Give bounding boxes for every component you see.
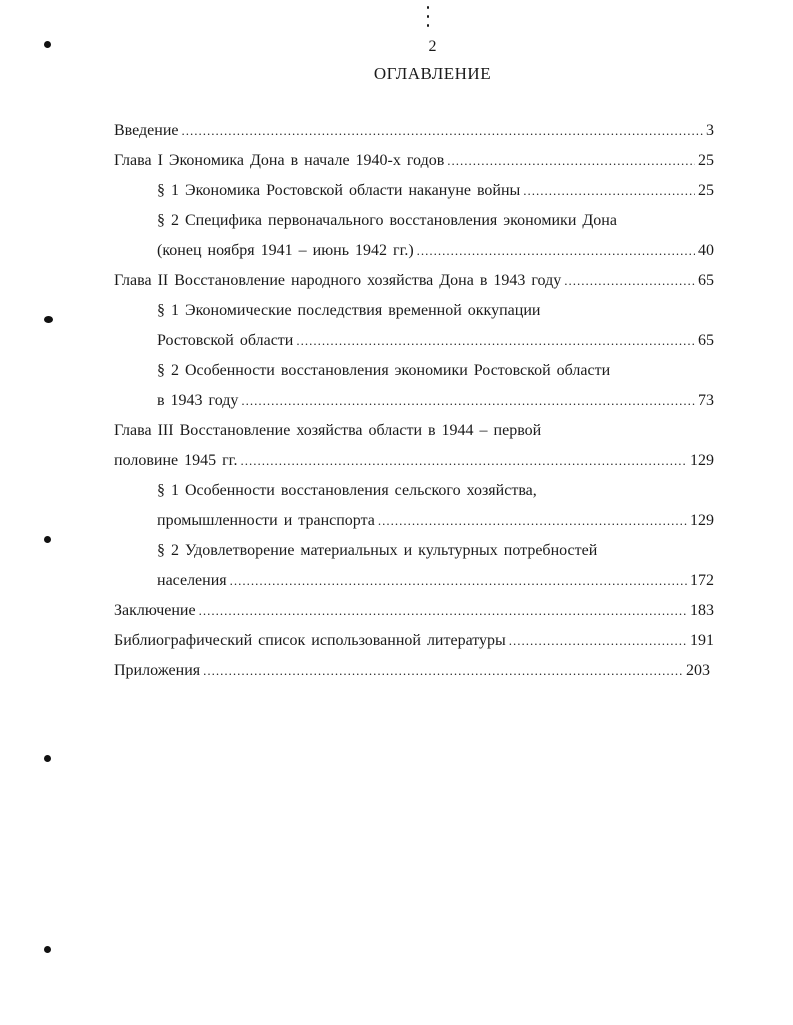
toc-entry-page: 25 bbox=[698, 182, 714, 199]
toc-entry bbox=[114, 632, 714, 658]
toc-entry-page: 65 bbox=[698, 332, 714, 349]
toc-entry bbox=[114, 452, 714, 478]
toc-entry-text: (конец ноября 1941 – июнь 1942 гг.) bbox=[157, 242, 414, 259]
toc-entry bbox=[157, 242, 714, 268]
leader-dots bbox=[203, 663, 683, 679]
leader-dots bbox=[241, 393, 695, 409]
toc-entry-text: Глава II Восстановление народного хозяйства Дона в 1943 году bbox=[114, 272, 562, 289]
leader-dots bbox=[417, 243, 695, 259]
toc-entry bbox=[114, 272, 714, 298]
toc-entry-text: Библиографический список использованной литературы bbox=[114, 632, 506, 649]
scan-speck bbox=[44, 316, 53, 323]
toc-entry-text: Глава I Экономика Дона в начале 1940-х годов bbox=[114, 152, 445, 169]
toc-entry-page: 172 bbox=[690, 572, 714, 589]
toc-entry-text: § 2 Специфика первоначального восстановления экономики Дона bbox=[157, 212, 617, 229]
scan-speck bbox=[44, 946, 51, 953]
toc-entry bbox=[157, 302, 714, 328]
scan-speck bbox=[44, 536, 51, 543]
toc-entry-text: Глава III Восстановление хозяйства области в 1944 – первой bbox=[114, 422, 542, 439]
toc-entry bbox=[114, 662, 710, 688]
toc-entry-text: промышленности и транспорта bbox=[157, 512, 375, 529]
toc-entry-page: 25 bbox=[698, 152, 714, 169]
toc-entry-text: Приложения bbox=[114, 662, 201, 679]
toc-entry bbox=[157, 512, 714, 538]
toc-entry-text: Введение bbox=[114, 122, 179, 139]
toc-entry bbox=[157, 332, 714, 358]
toc-entry-text: Ростовской области bbox=[157, 332, 294, 349]
leader-dots bbox=[199, 603, 687, 619]
leader-dots bbox=[378, 513, 687, 529]
toc-entry-page: 3 bbox=[706, 122, 714, 139]
toc-entry bbox=[157, 542, 714, 568]
scan-speck bbox=[427, 6, 429, 9]
toc-entry-text: § 2 Удовлетворение материальных и культурных потребностей bbox=[157, 542, 598, 559]
toc-entry-text: Заключение bbox=[114, 602, 196, 619]
leader-dots bbox=[509, 633, 687, 649]
toc-entry-page: 183 bbox=[690, 602, 714, 619]
toc-entry-page: 203 bbox=[686, 662, 710, 679]
toc-entry-text: половине 1945 гг. bbox=[114, 452, 238, 469]
page-number: 2 bbox=[428, 38, 437, 55]
toc-entry bbox=[114, 122, 714, 148]
toc-entry bbox=[157, 362, 714, 388]
leader-dots bbox=[523, 183, 695, 199]
toc-entry bbox=[157, 572, 714, 598]
toc-entry bbox=[157, 182, 714, 208]
toc-entry bbox=[157, 482, 714, 508]
toc-entry-text: § 1 Экономика Ростовской области накануне войны bbox=[157, 182, 521, 199]
toc-entry-text: в 1943 году bbox=[157, 392, 239, 409]
toc-entry-page: 73 bbox=[698, 392, 714, 409]
scan-speck bbox=[427, 24, 429, 27]
leader-dots bbox=[564, 273, 695, 289]
leader-dots bbox=[296, 333, 695, 349]
scan-speck bbox=[427, 15, 429, 18]
toc-entry-page: 129 bbox=[690, 512, 714, 529]
toc-entry bbox=[114, 152, 714, 178]
toc-entry-text: § 2 Особенности восстановления экономики Ростовской области bbox=[157, 362, 611, 379]
page-title: ОГЛАВЛЕНИЕ bbox=[373, 64, 492, 83]
toc-entry bbox=[114, 602, 714, 628]
toc-entry-text: § 1 Особенности восстановления сельского хозяйства, bbox=[157, 482, 537, 499]
toc-entry-text: населения bbox=[157, 572, 227, 589]
scan-speck bbox=[44, 755, 51, 762]
toc-entry bbox=[157, 212, 714, 238]
toc-entry-page: 129 bbox=[690, 452, 714, 469]
leader-dots bbox=[230, 573, 687, 589]
leader-dots bbox=[240, 453, 687, 469]
leader-dots bbox=[182, 123, 704, 139]
toc-entry bbox=[157, 392, 714, 418]
toc-entry-text: § 1 Экономические последствия временной оккупации bbox=[157, 302, 541, 319]
toc-entry bbox=[114, 422, 714, 448]
leader-dots bbox=[447, 153, 695, 169]
toc-entry-page: 40 bbox=[698, 242, 714, 259]
toc-entry-page: 191 bbox=[690, 632, 714, 649]
toc-entry-page: 65 bbox=[698, 272, 714, 289]
